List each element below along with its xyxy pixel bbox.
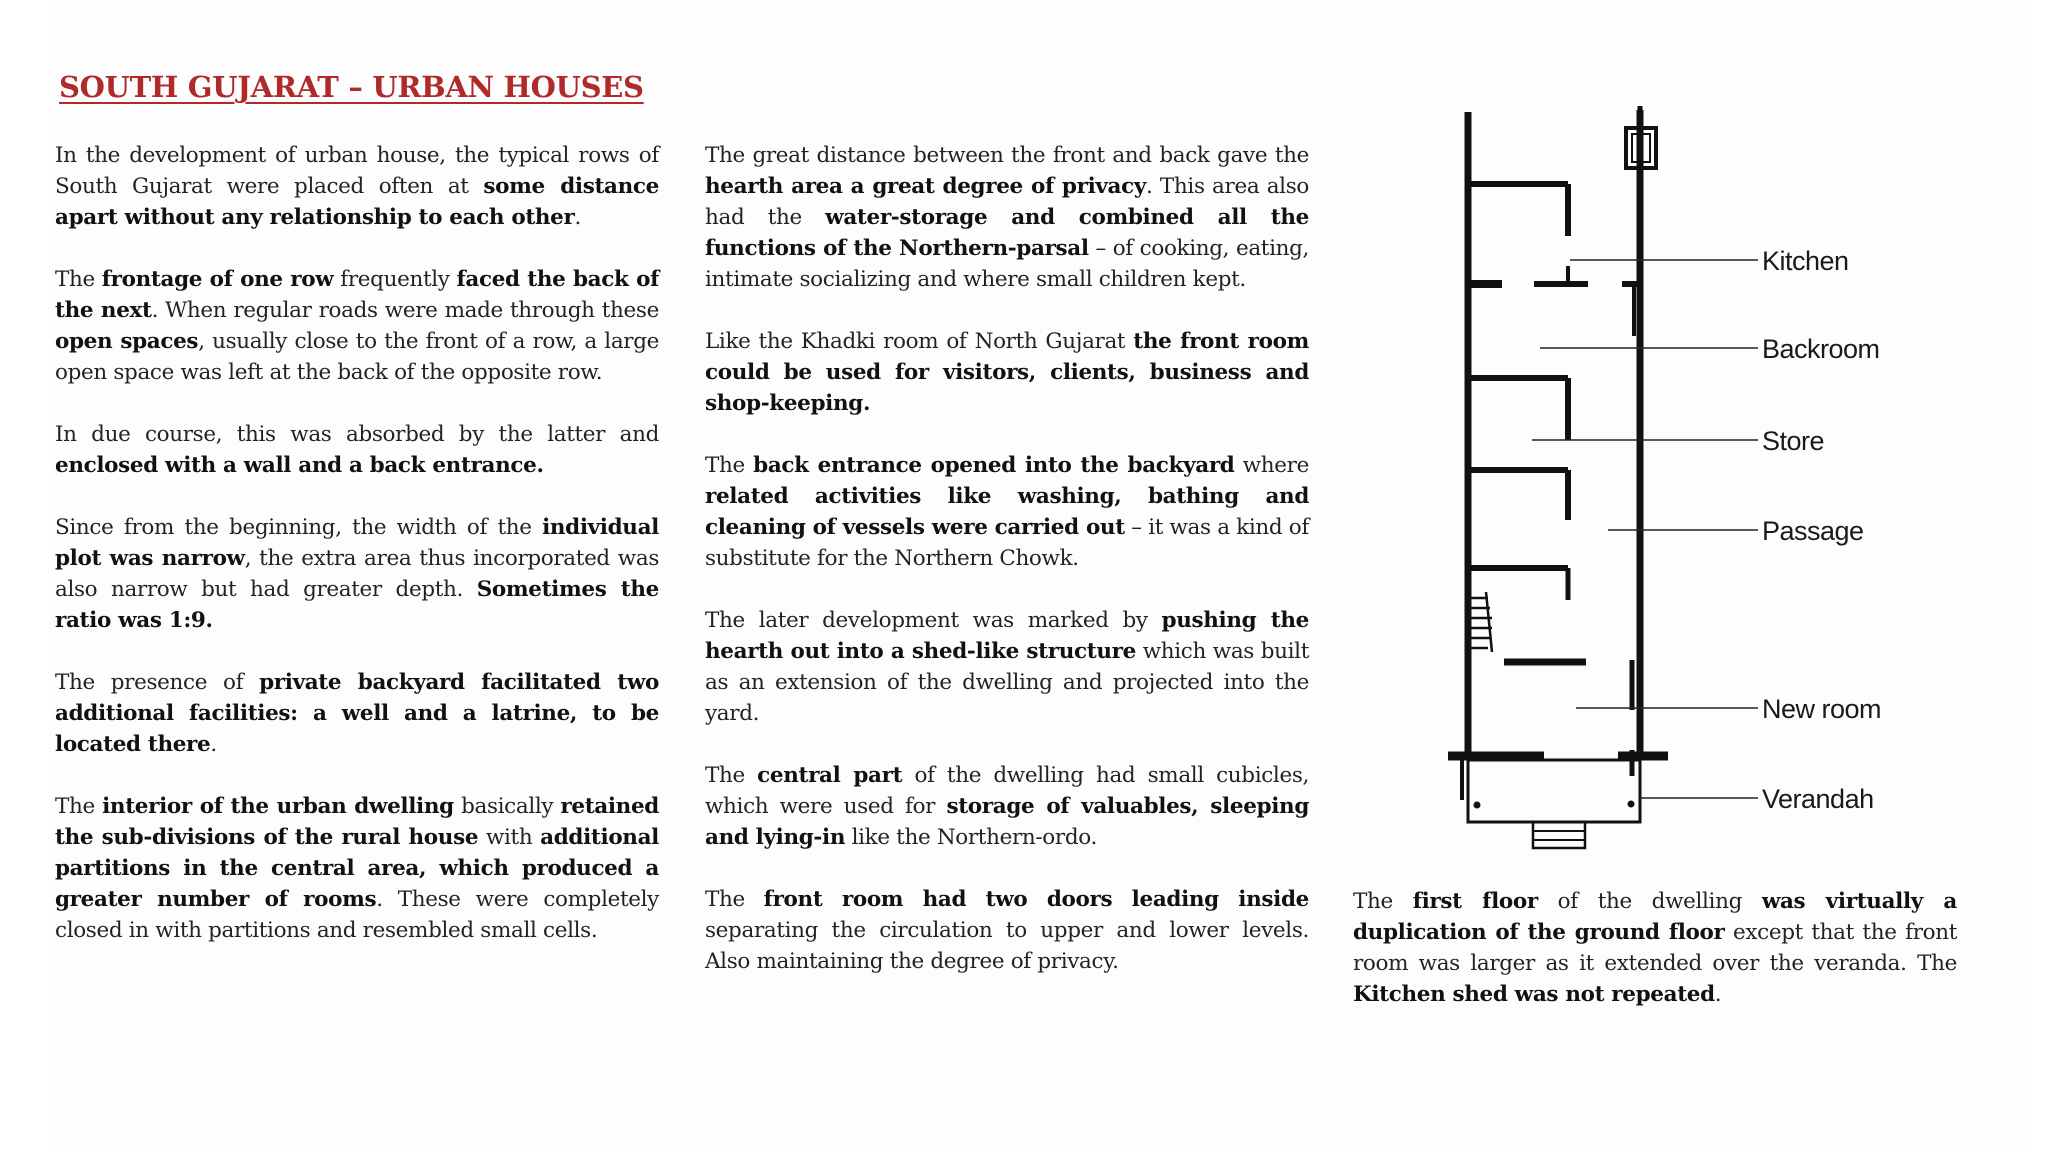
text-column-middle: [705, 140, 1309, 1008]
plan-label-backroom: Backroom: [1762, 334, 1880, 364]
text-run: Like the Khadki room of North Gujarat: [705, 329, 1134, 354]
paragraph: [1353, 886, 1957, 1010]
text-run: separating the circulation to upper and lower levels. Also maintaining the degree of privacy.: [705, 918, 1309, 974]
bold-text: open spaces: [55, 329, 199, 354]
bold-text: related activities like washing, bathing and cleaning of vessels were carried out: [705, 484, 1309, 540]
plan-label-passage: Passage: [1762, 516, 1864, 546]
bold-text: Sometimes the ratio was 1:9.: [55, 577, 659, 633]
text-run: .: [574, 205, 581, 230]
plan-label-store: Store: [1762, 426, 1825, 456]
text-run: . This area also had the: [705, 174, 1309, 230]
text-run: frequently: [333, 267, 457, 292]
verandah-post-right: [1628, 801, 1635, 808]
bold-text: individual plot was narrow: [55, 515, 659, 571]
verandah-box: [1468, 760, 1640, 822]
text-run: The later development was marked by: [705, 608, 1162, 633]
text-run: In the development of urban house, the typical rows of South Gujarat were placed often at: [55, 143, 659, 199]
bold-text: back entrance opened into the backyard: [753, 453, 1235, 478]
text-run: The: [705, 453, 754, 478]
text-run: with: [478, 825, 541, 850]
plan-walls: [1448, 106, 1668, 848]
text-run: . These were completely closed in with partitions and resembled small cells.: [55, 887, 659, 943]
bold-text: faced the back of the next: [55, 267, 659, 323]
bold-text: was virtually a duplication of the ground floor: [1353, 889, 1957, 945]
text-run: The: [1353, 889, 1413, 914]
bold-text: retained the sub-divisions of the rural house: [55, 794, 659, 850]
text-run: basically: [453, 794, 561, 819]
bold-text: front room had two doors leading inside: [763, 887, 1309, 912]
text-run: , the extra area thus incorporated was also narrow but had greater depth.: [55, 546, 659, 602]
verandah-post-left: [1474, 802, 1481, 809]
plan-label-kitchen: Kitchen: [1762, 246, 1849, 276]
text-run: Since from the beginning, the width of the: [55, 515, 543, 540]
text-run: – of cooking, eating, intimate socializing and where small children kept.: [705, 236, 1309, 292]
plan-label-new-room: New room: [1762, 694, 1882, 724]
text-run: The: [55, 267, 102, 292]
text-run: In due course, this was absorbed by the latter and: [55, 422, 659, 447]
text-run: The presence of: [55, 670, 260, 695]
text-column-right: [1353, 886, 1957, 1041]
paragraph: [55, 419, 659, 481]
text-run: except that the front room was larger as it extended over the veranda. The: [1353, 920, 1957, 976]
bold-text: interior of the urban dwelling: [102, 794, 454, 819]
bold-text: first floor: [1412, 889, 1538, 914]
plan-label-verandah: Verandah: [1762, 784, 1874, 814]
staircase: [1468, 592, 1492, 652]
bold-text: pushing the hearth out into a shed-like structure: [705, 608, 1309, 664]
bold-text: Kitchen shed was not repeated: [1353, 982, 1715, 1007]
paragraph: [55, 791, 659, 946]
text-run: where: [1234, 453, 1309, 478]
text-run: of the dwelling had small cubicles, which were used for: [705, 763, 1309, 819]
paragraph: [55, 512, 659, 636]
bold-text: hearth area a great degree of privacy: [705, 174, 1147, 199]
plan-leader-lines: [1532, 260, 1758, 798]
entry-steps: [1533, 822, 1585, 848]
page-title: SOUTH GUJARAT – URBAN HOUSES: [59, 70, 644, 104]
bold-text: frontage of one row: [101, 267, 334, 292]
bold-text: enclosed with a wall and a back entrance.: [55, 453, 544, 478]
paragraph: [705, 760, 1309, 853]
bold-text: central part: [757, 763, 903, 788]
paragraph: [55, 667, 659, 760]
text-run: – it was a kind of substitute for the Northern Chowk.: [705, 515, 1309, 571]
paragraph: [55, 140, 659, 233]
paragraph: [705, 326, 1309, 419]
text-run: which was built as an extension of the dwelling and projected into the yard.: [705, 639, 1309, 726]
paragraph: [705, 450, 1309, 574]
paragraph: [705, 605, 1309, 729]
bold-text: some distance apart without any relationship to each other: [55, 174, 659, 230]
paragraph: [55, 264, 659, 388]
text-run: The: [705, 887, 764, 912]
paragraph: [705, 140, 1309, 295]
bold-text: additional partitions in the central area, which produced a greater number of rooms: [55, 825, 659, 912]
paragraph: [705, 884, 1309, 977]
text-run: .: [210, 732, 217, 757]
bold-text: storage of valuables, sleeping and lying-in: [705, 794, 1309, 850]
text-column-left: [55, 140, 659, 977]
text-run: of the dwelling: [1537, 889, 1762, 914]
house-floor-plan: [1400, 100, 1920, 860]
text-run: The: [705, 763, 758, 788]
bold-text: the front room could be used for visitors, clients, business and shop-keeping.: [705, 329, 1309, 416]
bold-text: water-storage and combined all the functions of the Northern-parsal: [705, 205, 1309, 261]
text-run: . When regular roads were made through these: [151, 298, 659, 323]
text-run: The: [55, 794, 103, 819]
text-run: .: [1714, 982, 1722, 1007]
text-run: like the Northern-ordo.: [845, 825, 1097, 850]
text-run: The great distance between the front and back gave the: [705, 143, 1309, 168]
text-run: , usually close to the front of a row, a large open space was left at the back of the opposite row.: [55, 329, 659, 385]
bold-text: private backyard facilitated two additional facilities: a well and a latrine, to be located there: [55, 670, 659, 757]
